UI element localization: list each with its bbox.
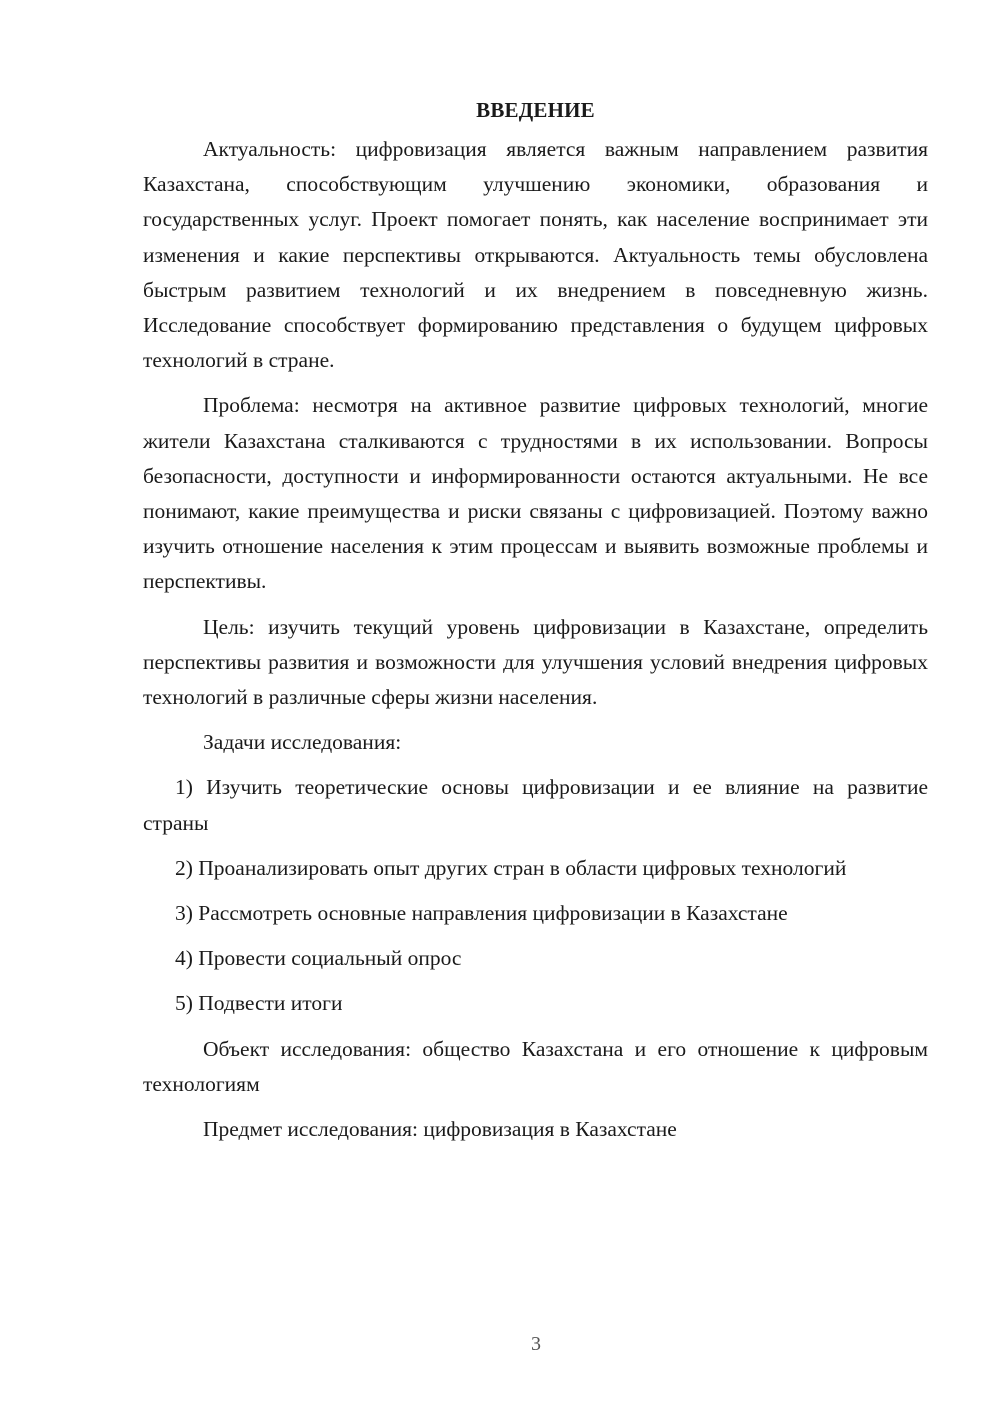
task-item-3: 3) Рассмотреть основные направления цифровизации в Казахстане [175, 901, 788, 926]
task-item-1: 1) Изучить теоретические основы цифровизации и ее влияние на развитие страны [143, 775, 928, 835]
document-title: ВВЕДЕНИЕ [476, 98, 595, 122]
task-item-2: 2) Проанализировать опыт других стран в области цифровых технологий [175, 855, 847, 880]
problem-paragraph: Проблема: несмотря на активное развитие цифровых технологий, многие жители Казахстана сталкиваются с трудностями в их использовании. Вопросы безопасности, доступности и информированности остаются актуальными. Не все понимают, какие преимущества и риски связаны с цифровизацией. Поэтому важно изучить отношение населения к этим процессам и выявить возможные проблемы и перспективы. [143, 393, 928, 594]
document-page [143, 92, 928, 1157]
subject-paragraph: Предмет исследования: цифровизация в Казахстане [203, 1117, 677, 1142]
page-number: 3 [531, 1333, 541, 1355]
object-paragraph: Объект исследования: общество Казахстана и его отношение к цифровым технологиям [143, 1036, 928, 1096]
tasks-heading: Задачи исследования: [203, 730, 402, 755]
task-item-5: 5) Подвести итоги [175, 991, 343, 1016]
goal-paragraph: Цель: изучить текущий уровень цифровизации в Казахстане, определить перспективы развития и возможности для улучшения условий внедрения цифровых технологий в различные сферы жизни населения. [143, 614, 928, 710]
task-item-4: 4) Провести социальный опрос [175, 946, 462, 971]
relevance-paragraph: Актуальность: цифровизация является важным направлением развития Казахстана, способствующим улучшению экономики, образования и государственных услуг. Проект помогает понять, как население воспринимает эти изменения и какие перспективы открываются. Актуальность темы обусловлена быстрым развитием технологий и их внедрением в повседневную жизнь. Исследование способствует формированию представления о будущем цифровых технологий в стране. [143, 137, 928, 373]
